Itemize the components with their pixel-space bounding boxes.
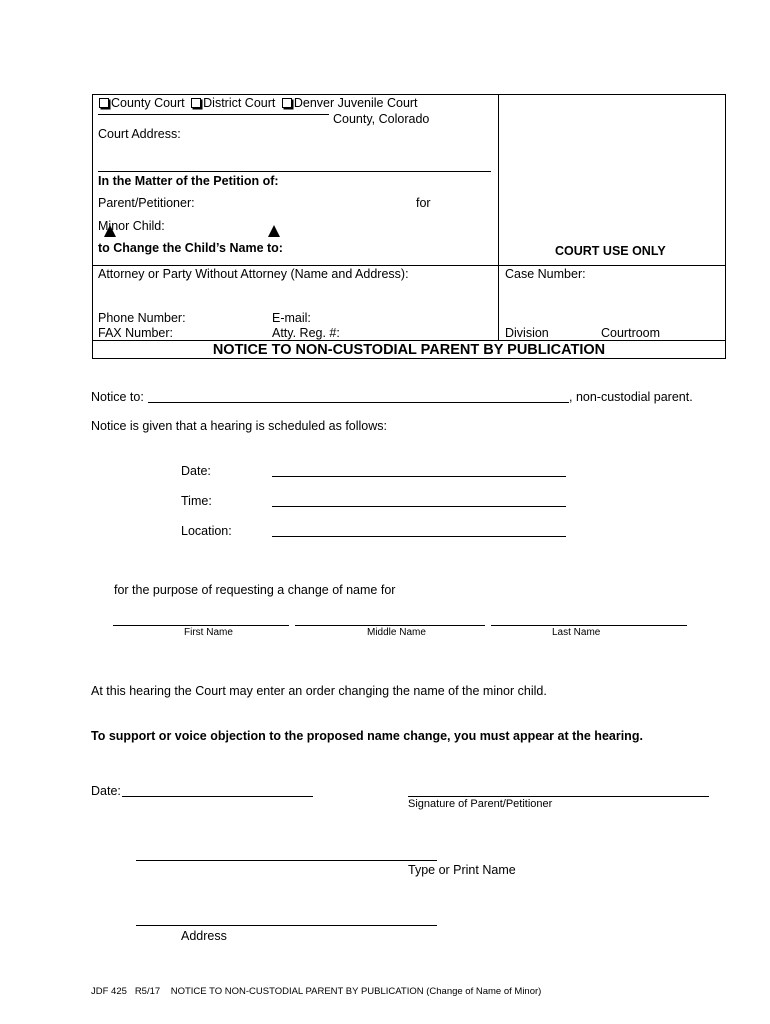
courtroom-label: Courtroom <box>601 326 661 340</box>
division-label: Division <box>505 326 549 340</box>
print-name-label: Type or Print Name <box>408 863 516 877</box>
parent-petitioner-label: Parent/Petitioner: <box>98 196 195 210</box>
objection-text: To support or voice objection to the proposed name change, you must appear at the hearing. <box>91 729 643 743</box>
page-title: NOTICE TO NON-CUSTODIAL PARENT BY PUBLICATION <box>212 342 606 358</box>
location-label: Location: <box>181 524 232 538</box>
court-type-options <box>99 96 418 110</box>
address-field[interactable] <box>136 925 437 926</box>
sign-date-label: Date: <box>91 784 121 798</box>
date-label: Date: <box>181 464 211 478</box>
address-label: Address <box>181 929 227 943</box>
last-name-field[interactable] <box>491 625 687 626</box>
caption-divider-title <box>92 340 726 341</box>
hearing-location-field[interactable] <box>272 536 566 537</box>
court-address-field[interactable] <box>98 171 491 172</box>
for-label: for <box>416 196 431 210</box>
hearing-intro: Notice is given that a hearing is scheduled as follows: <box>91 419 387 433</box>
change-name-label: to Change the Child’s Name to: <box>98 241 283 255</box>
signature-label: Signature of Parent/Petitioner <box>408 798 553 810</box>
order-text: At this hearing the Court may enter an order changing the name of the minor child. <box>91 684 547 698</box>
county-name-field[interactable] <box>98 114 329 115</box>
caption-divider-vertical <box>498 94 499 340</box>
matter-heading: In the Matter of the Petition of: <box>98 174 279 188</box>
minor-child-label: Minor Child: <box>98 219 165 233</box>
county-suffix: County, Colorado <box>333 112 430 126</box>
middle-name-field[interactable] <box>295 625 485 626</box>
first-name-label: First Name <box>184 627 233 638</box>
noncustodial-suffix: , non-custodial parent. <box>569 390 693 404</box>
form-footer: JDF 425 R5/17 NOTICE TO NON-CUSTODIAL PARENT BY PUBLICATION (Change of Name of Minor) <box>91 986 542 997</box>
signature-field[interactable] <box>408 796 709 797</box>
middle-name-label: Middle Name <box>367 627 426 638</box>
hearing-date-field[interactable] <box>272 476 566 477</box>
time-label: Time: <box>181 494 212 508</box>
court-address-label: Court Address: <box>98 127 181 141</box>
email-label: E-mail: <box>272 311 311 325</box>
case-number-label: Case Number: <box>505 267 586 281</box>
last-name-label: Last Name <box>552 627 601 638</box>
denver-juvenile-court-label: Denver Juvenile Court <box>293 96 418 110</box>
fax-label: FAX Number: <box>98 326 174 340</box>
notice-to-field[interactable] <box>148 402 569 403</box>
district-court-label: District Court <box>203 96 276 110</box>
triangle-marker-icon <box>104 225 116 237</box>
sign-date-field[interactable] <box>122 796 313 797</box>
notice-to-label: Notice to: <box>91 390 144 404</box>
first-name-field[interactable] <box>113 625 289 626</box>
phone-label: Phone Number: <box>98 311 186 325</box>
caption-divider-mid <box>92 265 726 266</box>
district-court-checkbox[interactable] <box>191 98 201 108</box>
county-court-label: County Court <box>111 96 185 110</box>
caption-box <box>92 94 726 359</box>
court-use-only: COURT USE ONLY <box>555 244 666 258</box>
print-name-field[interactable] <box>136 860 437 861</box>
purpose-text: for the purpose of requesting a change of name for <box>114 583 396 597</box>
county-court-checkbox[interactable] <box>99 98 109 108</box>
atty-reg-label: Atty. Reg. #: <box>272 326 340 340</box>
attorney-label: Attorney or Party Without Attorney (Name and Address): <box>98 267 409 281</box>
triangle-marker-icon <box>268 225 280 237</box>
hearing-time-field[interactable] <box>272 506 566 507</box>
denver-juvenile-court-checkbox[interactable] <box>282 98 292 108</box>
